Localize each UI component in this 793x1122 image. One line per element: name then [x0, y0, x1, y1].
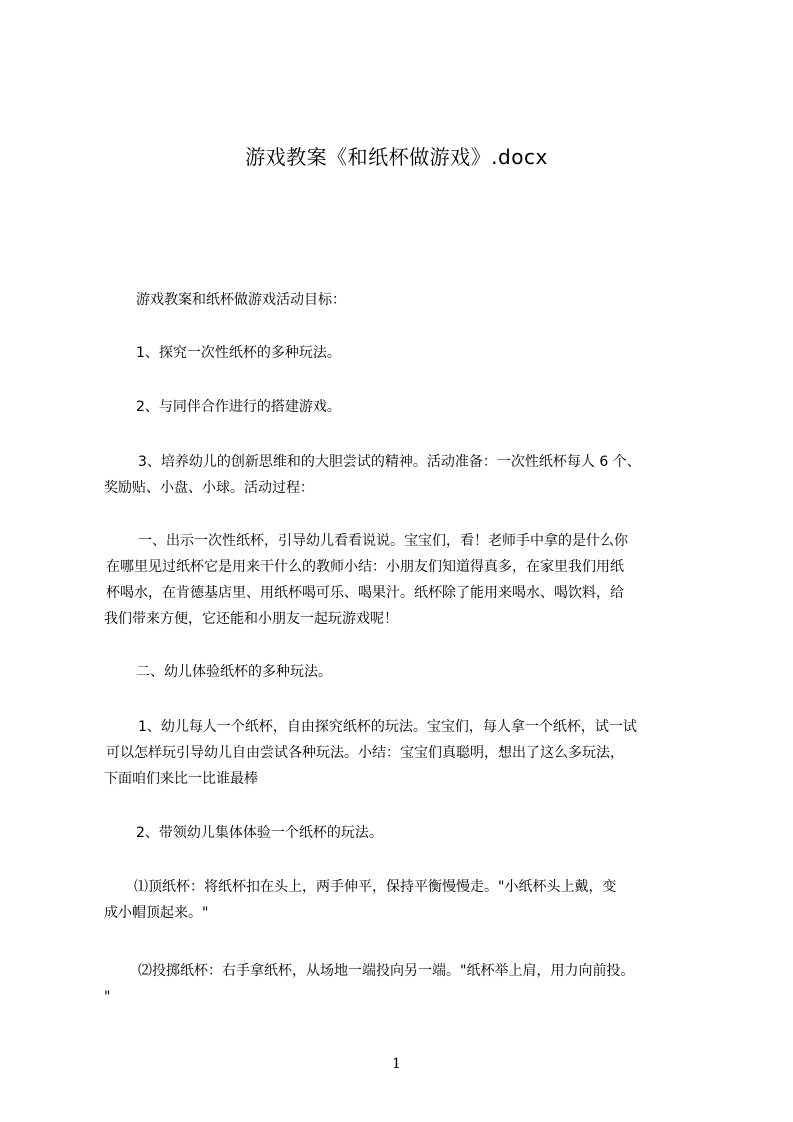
- paragraph-game-throw: [104, 958, 724, 1010]
- paragraph-line: 游戏教案和纸杯做游戏活动目标：: [136, 292, 346, 308]
- paragraph-line: ⑵投掷纸杯：右手拿纸杯，从场地一端投向另一端。"纸杯举上肩，用力向前投。: [138, 963, 635, 979]
- paragraph-line: 我们带来方便，它还能和小朋友一起玩游戏呢！: [104, 611, 398, 627]
- paragraph-activity-2: [136, 820, 756, 846]
- page-number: 1: [392, 1056, 401, 1072]
- paragraph-step-1: [106, 528, 726, 632]
- paragraph-objectives-heading: [136, 287, 756, 313]
- paragraph-line: 二、幼儿体验纸杯的多种玩法。: [136, 664, 332, 680]
- paragraph-line: ⑴顶纸杯：将纸杯扣在头上，两手伸平，保持平衡慢慢走。"小纸杯头上戴，变: [134, 879, 617, 895]
- paragraph-game-hat: [104, 874, 724, 926]
- paragraph-activity-1: [106, 714, 726, 792]
- paragraph-objective-2: [136, 394, 756, 420]
- paragraph-line: ": [104, 989, 111, 1005]
- paragraph-line: 可以怎样玩引导幼儿自由尝试各种玩法。小结：宝宝们真聪明，想出了这么多玩法，: [106, 745, 624, 761]
- paragraph-line: 杯喝水，在肯德基店里、用纸杯喝可乐、喝果汁。纸杯除了能用来喝水、喝饮料，给: [106, 585, 624, 601]
- paragraph-line: 一、出示一次性纸杯，引导幼儿看看说说。宝宝们，看！老师手中拿的是什么你: [138, 533, 628, 549]
- paragraph-line: 3、培养幼儿的创新思维和的大胆尝试的精神。活动准备：一次性纸杯每人 6 个、: [138, 454, 641, 470]
- paragraph-line: 2、与同伴合作进行的搭建游戏。: [136, 399, 341, 415]
- paragraph-line: 2、带领幼儿集体体验一个纸杯的玩法。: [136, 825, 383, 841]
- paragraph-line: 奖励贴、小盘、小球。活动过程：: [104, 480, 314, 496]
- paragraph-objective-1: [136, 340, 756, 366]
- paragraph-line: 下面咱们来比一比谁最棒: [104, 771, 258, 787]
- paragraph-objective-3: [104, 449, 724, 501]
- paragraph-line: 在哪里见过纸杯它是用来干什么的教师小结：小朋友们知道得真多，在家里我们用纸: [106, 559, 624, 575]
- paragraph-line: 1、幼儿每人一个纸杯，自由探究纸杯的玩法。宝宝们，每人拿一个纸杯，试一试: [138, 719, 637, 735]
- paragraph-step-2-heading: [136, 659, 756, 685]
- paragraph-line: 成小帽顶起来。": [104, 905, 209, 921]
- document-title: 游戏教案《和纸杯做游戏》.docx: [245, 145, 548, 169]
- paragraph-line: 1、探究一次性纸杯的多种玩法。: [136, 345, 341, 361]
